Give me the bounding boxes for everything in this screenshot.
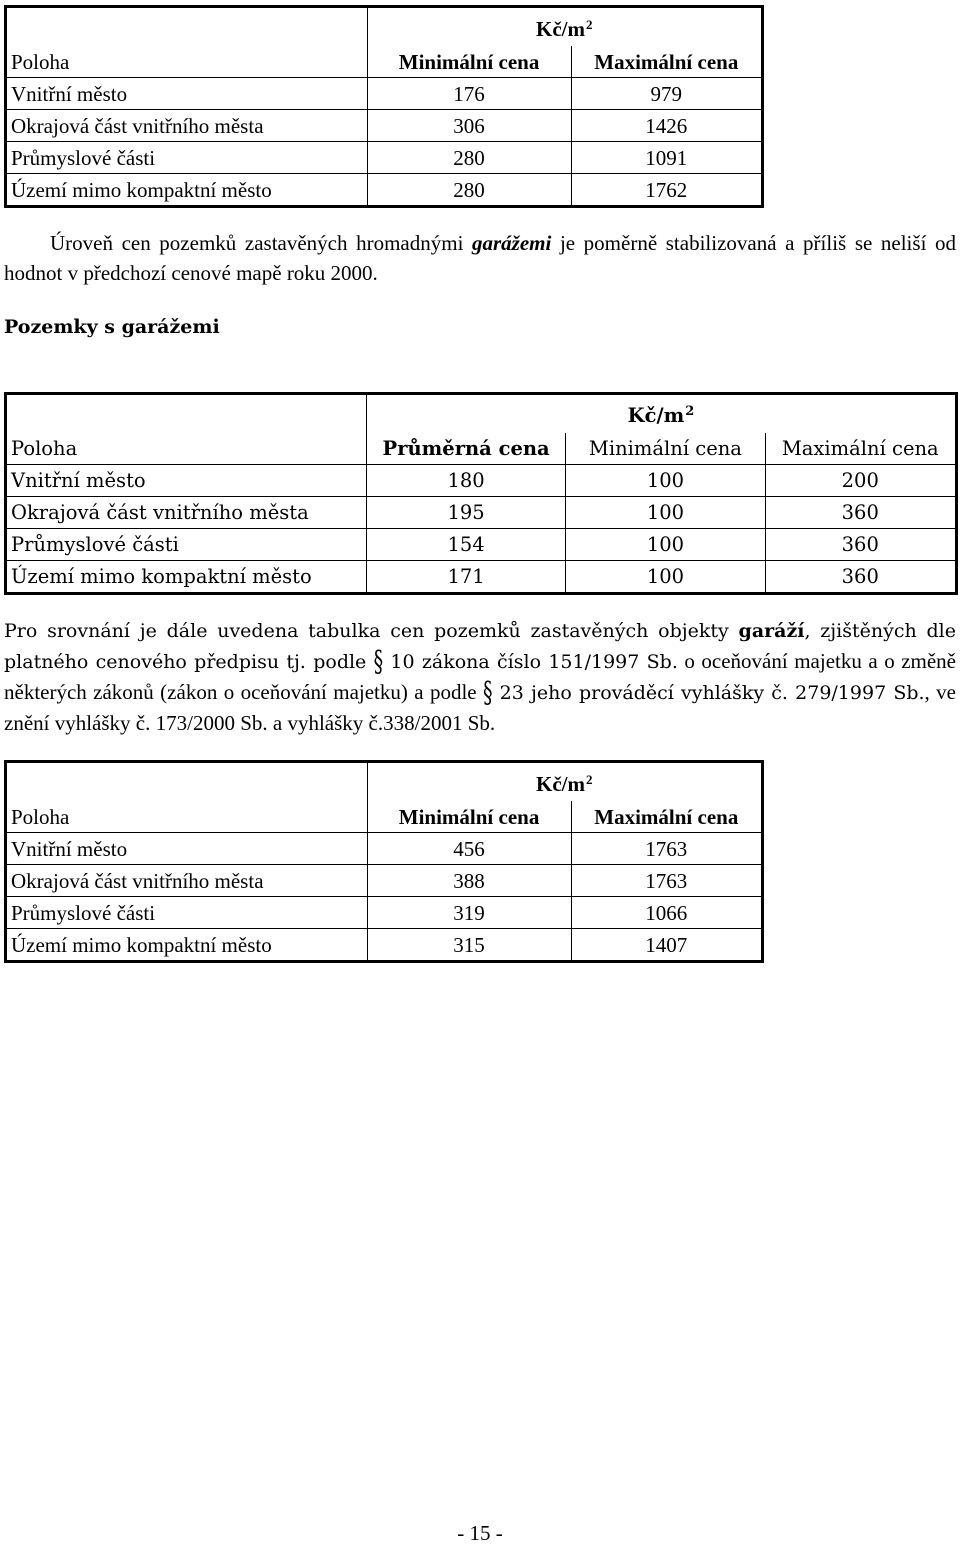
- section-sign-icon: §: [483, 676, 493, 710]
- unit-header: $Kč/m^2$: [536, 772, 593, 796]
- unit-header: $Kč/m^2$: [627, 404, 695, 427]
- col-min-header: Minimální cena: [566, 433, 765, 465]
- col-max-header: Maximální cena: [571, 801, 762, 833]
- price-table-garages: [4, 392, 958, 595]
- table-row: Okrajová část vnitřního města 195 100 360: [6, 497, 957, 529]
- section-sign-icon: §: [373, 645, 384, 679]
- header-row: [6, 801, 763, 833]
- table-row: Území mimo kompaktní město 315 1407: [6, 929, 763, 962]
- col-min-header: Minimální cena: [367, 46, 571, 78]
- price-table-1: [4, 5, 764, 208]
- price-table-regulation: [4, 760, 764, 963]
- unit-row: [6, 394, 957, 434]
- col-min-header: Minimální cena: [367, 801, 571, 833]
- col-location-header: Poloha: [6, 801, 368, 833]
- unit-row: [6, 762, 763, 802]
- table-row: Vnitřní město 180 100 200: [6, 465, 957, 497]
- emphasis-garages: garáží: [738, 620, 805, 642]
- table-row: Průmyslové části 319 1066: [6, 897, 763, 929]
- unit-row: [6, 7, 763, 47]
- table-row: Vnitřní město 456 1763: [6, 833, 763, 865]
- table-row: Průmyslové části 154 100 360: [6, 529, 957, 561]
- table-row: Vnitřní město 176 979: [6, 78, 763, 110]
- col-average-header: Průměrná cena: [366, 433, 565, 465]
- table-row: Okrajová část vnitřního města 306 1426: [6, 110, 763, 142]
- header-row: [6, 46, 763, 78]
- table-row: Území mimo kompaktní město 280 1762: [6, 174, 763, 207]
- table-row: Okrajová část vnitřního města 388 1763: [6, 865, 763, 897]
- col-max-header: Maximální cena: [765, 433, 956, 465]
- paragraph-garage-price-level: Úroveň cen pozemků zastavěných hromadnými garážemi je poměrně stabilizovaná a příliš se neliší od hodnot v předchozí cenové mapě roku 2000.: [4, 231, 956, 285]
- paragraph-comparison-note: Pro srovnání je dále uvedena tabulka cen pozemků zastavěných objekty garáží, zjištěných dle platného cenového předpisu tj. podle § 10 zákona číslo 151/1997 Sb. o oceňování majetku a o změně některých zákonů (zákon o oceňování majetku) a podle § 23 jeho prováděcí vyhlášky č. 279/1997 Sb., ve znění vyhlášky č. 173/2000 Sb. a vyhlášky č.338/2001 Sb.: [4, 620, 956, 735]
- col-max-header: Maximální cena: [571, 46, 762, 78]
- unit-header: $Kč/m^2$: [536, 17, 593, 41]
- col-location-header: Poloha: [6, 433, 367, 465]
- table-row: Území mimo kompaktní město 171 100 360: [6, 561, 957, 594]
- header-row: [6, 433, 957, 465]
- section-heading: Pozemky s garážemi: [4, 316, 220, 338]
- page-number: - 15 -: [457, 1521, 503, 1545]
- table-row: Průmyslové části 280 1091: [6, 142, 763, 174]
- emphasis-garages: garážemi: [472, 231, 552, 255]
- col-location-header: Poloha: [6, 46, 368, 78]
